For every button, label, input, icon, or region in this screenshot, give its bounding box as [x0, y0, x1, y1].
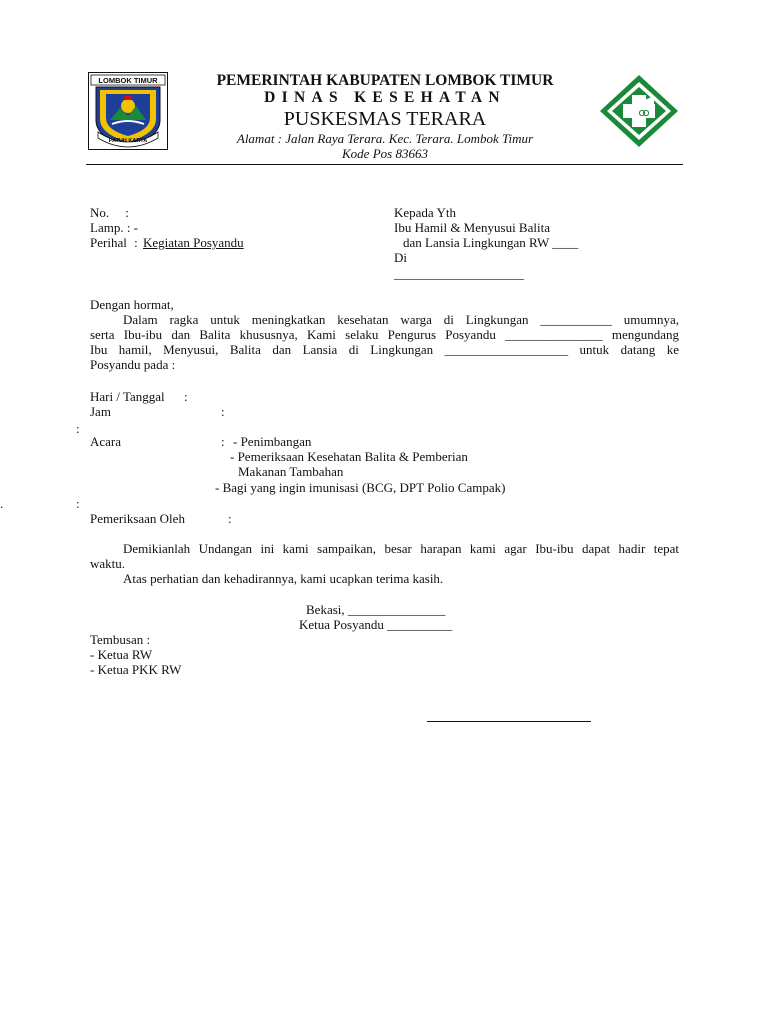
- subject-separator: :: [134, 235, 138, 250]
- closing-paragraph: [90, 541, 679, 571]
- thanks-line: Atas perhatian dan kehadirannya, kami ucapkan terima kasih.: [123, 571, 444, 586]
- agenda-label: Acara: [90, 434, 122, 449]
- recipient-line-3: dan Lansia Lingkungan RW ____: [403, 235, 579, 250]
- address: Alamat : Jalan Raya Terara. Kec. Terara. Lombok Timur: [236, 131, 534, 146]
- recipient-line-2: Ibu Hamil & Menyusui Balita: [394, 220, 550, 235]
- cc-label: Tembusan :: [90, 632, 151, 647]
- intro-line: Posyandu pada :: [90, 357, 176, 372]
- institution-name: PUSKESMAS TERARA: [283, 108, 487, 130]
- greeting: Dengan hormat,: [90, 297, 174, 312]
- recipient-line-4: Di: [394, 250, 407, 265]
- agenda-item: - Bagi yang ingin imunisasi (BCG, DPT Polio Campak): [215, 480, 506, 495]
- time-separator: :: [221, 404, 225, 419]
- recipient-line-5: ____________________: [394, 266, 524, 281]
- stray-colon: :: [76, 496, 80, 511]
- date-separator: :: [184, 389, 188, 404]
- recipient-line-1: Kepada Yth: [394, 205, 456, 220]
- examiner-separator: :: [228, 511, 232, 526]
- closing-line: waktu.: [90, 556, 126, 571]
- postal-code: Kode Pos 83663: [342, 146, 428, 161]
- number-separator: :: [125, 205, 129, 220]
- subject-label: Perihal: [90, 235, 127, 250]
- signature-position: Ketua Posyandu __________: [299, 617, 453, 632]
- agenda-item: - Penimbangan: [233, 434, 312, 449]
- number-row: [90, 205, 129, 220]
- stray-dot: .: [0, 496, 4, 511]
- government-name: PEMERINTAH KABUPATEN LOMBOK TIMUR: [216, 72, 554, 89]
- agenda-item: - Pemeriksaan Kesehatan Balita & Pemberian: [230, 449, 468, 464]
- examiner-label: Pemeriksaan Oleh: [90, 511, 185, 526]
- date-label: Hari / Tanggal: [90, 389, 165, 404]
- signature-line: [427, 721, 591, 722]
- department-name: DINAS KESEHATAN: [264, 89, 506, 106]
- intro-paragraph: [90, 312, 679, 372]
- cc-item: - Ketua PKK RW: [90, 662, 182, 677]
- agenda-item: Makanan Tambahan: [238, 464, 344, 479]
- puskesmas-logo-icon: [596, 72, 682, 150]
- subject-value: Kegiatan Posyandu: [142, 235, 244, 250]
- stray-colon: :: [76, 421, 80, 436]
- subject-row: [90, 235, 244, 250]
- number-label: No.: [90, 205, 110, 220]
- agenda-separator: :: [221, 434, 225, 449]
- letterhead-divider: [86, 164, 683, 165]
- closing-line: Demikianlah Undangan ini kami sampaikan, besar harapan kami agar Ibu-ibu dapat hadir tepat: [123, 541, 679, 556]
- intro-line: serta Ibu-ibu dan Balita khususnya, Kami selaku Pengurus Posyandu _______________ mengundang: [90, 327, 679, 342]
- attachment-row: Lamp. : -: [90, 220, 139, 235]
- intro-line: Dalam ragka untuk meningkatkan kesehatan warga di Lingkungan ___________ umumnya,: [123, 312, 679, 327]
- signature-place: Bekasi, _______________: [306, 602, 446, 617]
- intro-line: Ibu hamil, Menyusui, Balita dan Lansia di Lingkungan ___________________ untuk datang ke: [90, 342, 679, 357]
- svg-text:LOMBOK TIMUR: LOMBOK TIMUR: [98, 76, 158, 85]
- cc-item: - Ketua RW: [90, 647, 153, 662]
- time-label: Jam: [90, 404, 111, 419]
- svg-text:PATUH KARYA: PATUH KARYA: [108, 138, 148, 144]
- lombok-timur-emblem-icon: [88, 72, 168, 150]
